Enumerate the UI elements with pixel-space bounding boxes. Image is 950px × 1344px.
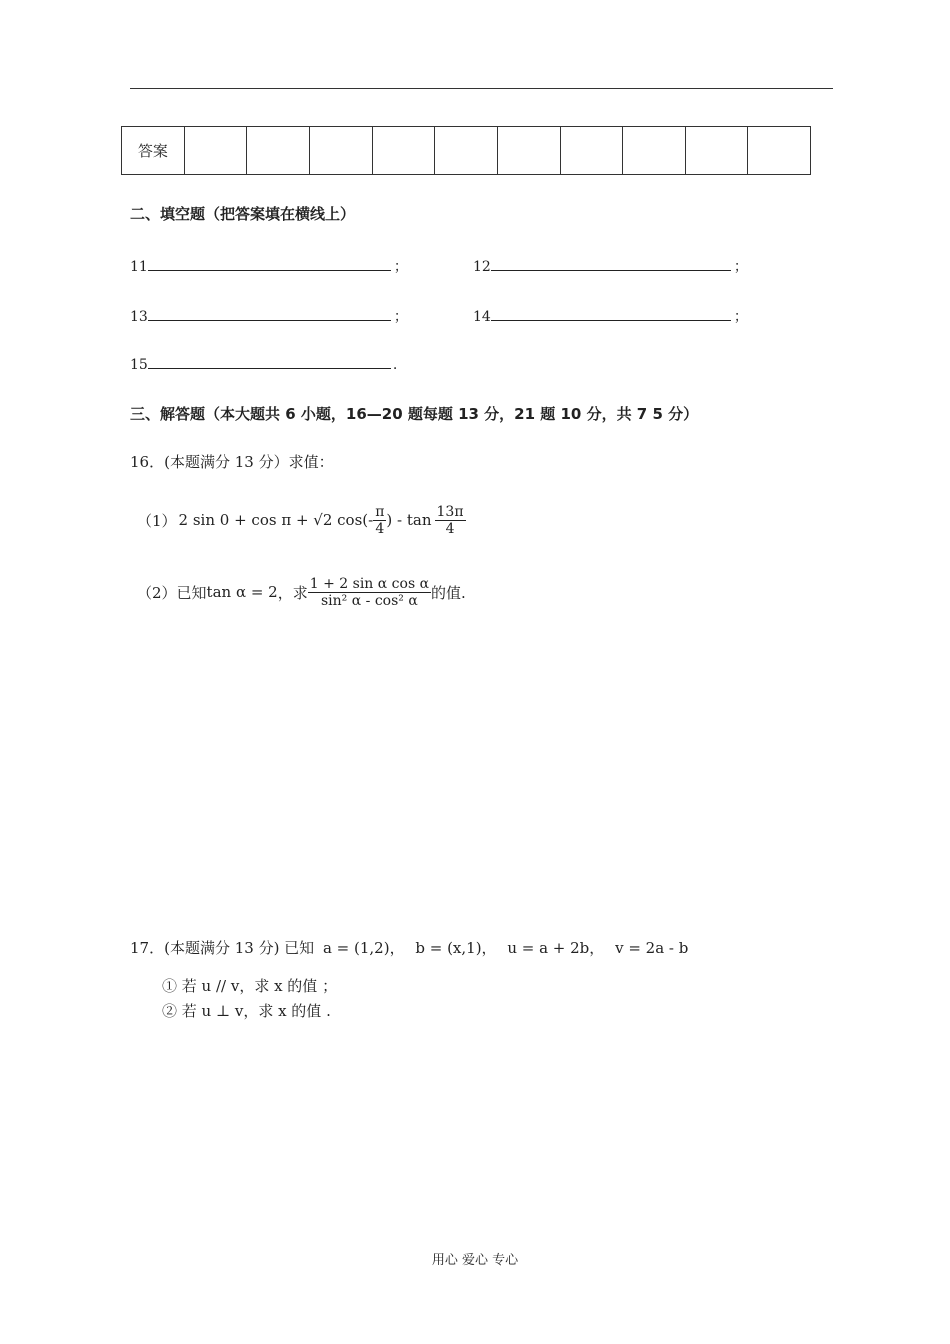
q17-b-def: b = (x,1)， [415,939,497,957]
answer-label: 答案 [122,127,185,175]
answer-cell[interactable] [372,127,435,175]
fill-blank-15[interactable] [148,356,391,369]
q16-part2-fraction [308,576,431,609]
answer-cell[interactable] [247,127,310,175]
q17-header-line [130,937,688,958]
q16-part1-mid: ) - tan [386,511,432,529]
q16-part2-end: 的值. [431,583,466,602]
q16-part2-condition: tan α = 2 [206,583,278,601]
fill-item-number: 12 [473,259,491,275]
fill-item-end: ； [393,259,408,275]
fill-blank-12[interactable] [491,258,731,271]
q16-header: 16．(本题满分 13 分）求值： [130,453,334,471]
answer-cell[interactable] [685,127,748,175]
fraction-numerator: 13π [436,503,464,520]
fill-item-end: ； [733,259,748,275]
q16-part1 [137,497,466,543]
section2-title: 二、填空题（把答案填在横线上） [130,205,356,223]
fill-item-11 [130,256,408,276]
answer-cell[interactable] [435,127,498,175]
q16-part2 [137,568,466,616]
fraction-denominator: 4 [375,520,385,537]
fill-item-number: 13 [130,309,148,325]
answer-cell[interactable] [310,127,373,175]
q17-header: 17．(本题满分 13 分) 已知 [130,939,315,957]
q17-item2: ② 若 u ⊥ v，求 x 的值 . [162,1002,331,1020]
answer-cell[interactable] [497,127,560,175]
fill-item-end: ； [733,309,748,325]
fraction-13pi-over-4 [435,504,466,537]
q17-item1: ① 若 u // v，求 x 的值 ； [162,977,338,995]
fill-item-number: 14 [473,309,491,325]
q17-v-def: v = 2a - b [615,939,689,957]
fraction-numerator: π [375,503,385,520]
fill-blank-11[interactable] [148,258,391,271]
fraction-denominator: sin² α - cos² α [321,592,418,609]
page-footer: 用心 爱心 专心 [431,1253,519,1268]
fill-item-number: 15 [130,357,148,373]
q16-part1-expr: 2 sin 0 + cos π + √2 cos(- [178,511,374,529]
q17-u-def: u = a + 2b， [507,939,605,957]
answer-cell[interactable] [184,127,247,175]
fill-blank-13[interactable] [148,308,391,321]
fill-item-number: 11 [130,259,148,275]
fraction-denominator: 4 [445,520,455,537]
answer-cell[interactable] [623,127,686,175]
q17-a-def: a = (1,2)， [322,939,405,957]
fill-item-15 [130,356,397,373]
answer-cell[interactable] [748,127,811,175]
fill-item-end: ； [393,309,408,325]
fill-blank-14[interactable] [491,308,731,321]
q16-part2-mid: ，求 [277,583,308,602]
q16-part2-label: （2）已知 [137,583,207,602]
section3-title: 三、解答题（本大题共 6 小题，16—20 题每题 13 分，21 题 10 分，共 7 5 分） [130,405,699,423]
fill-item-end: . [392,357,398,373]
fill-item-12 [473,256,748,276]
header-rule [130,88,833,89]
q16-part1-label: （1） [137,511,177,530]
fill-item-13 [130,306,408,326]
fraction-numerator: 1 + 2 sin α cos α [309,575,430,592]
answer-table [121,126,811,175]
fill-item-14 [473,306,748,326]
answer-cell[interactable] [560,127,623,175]
fraction-pi-over-4 [373,504,386,537]
